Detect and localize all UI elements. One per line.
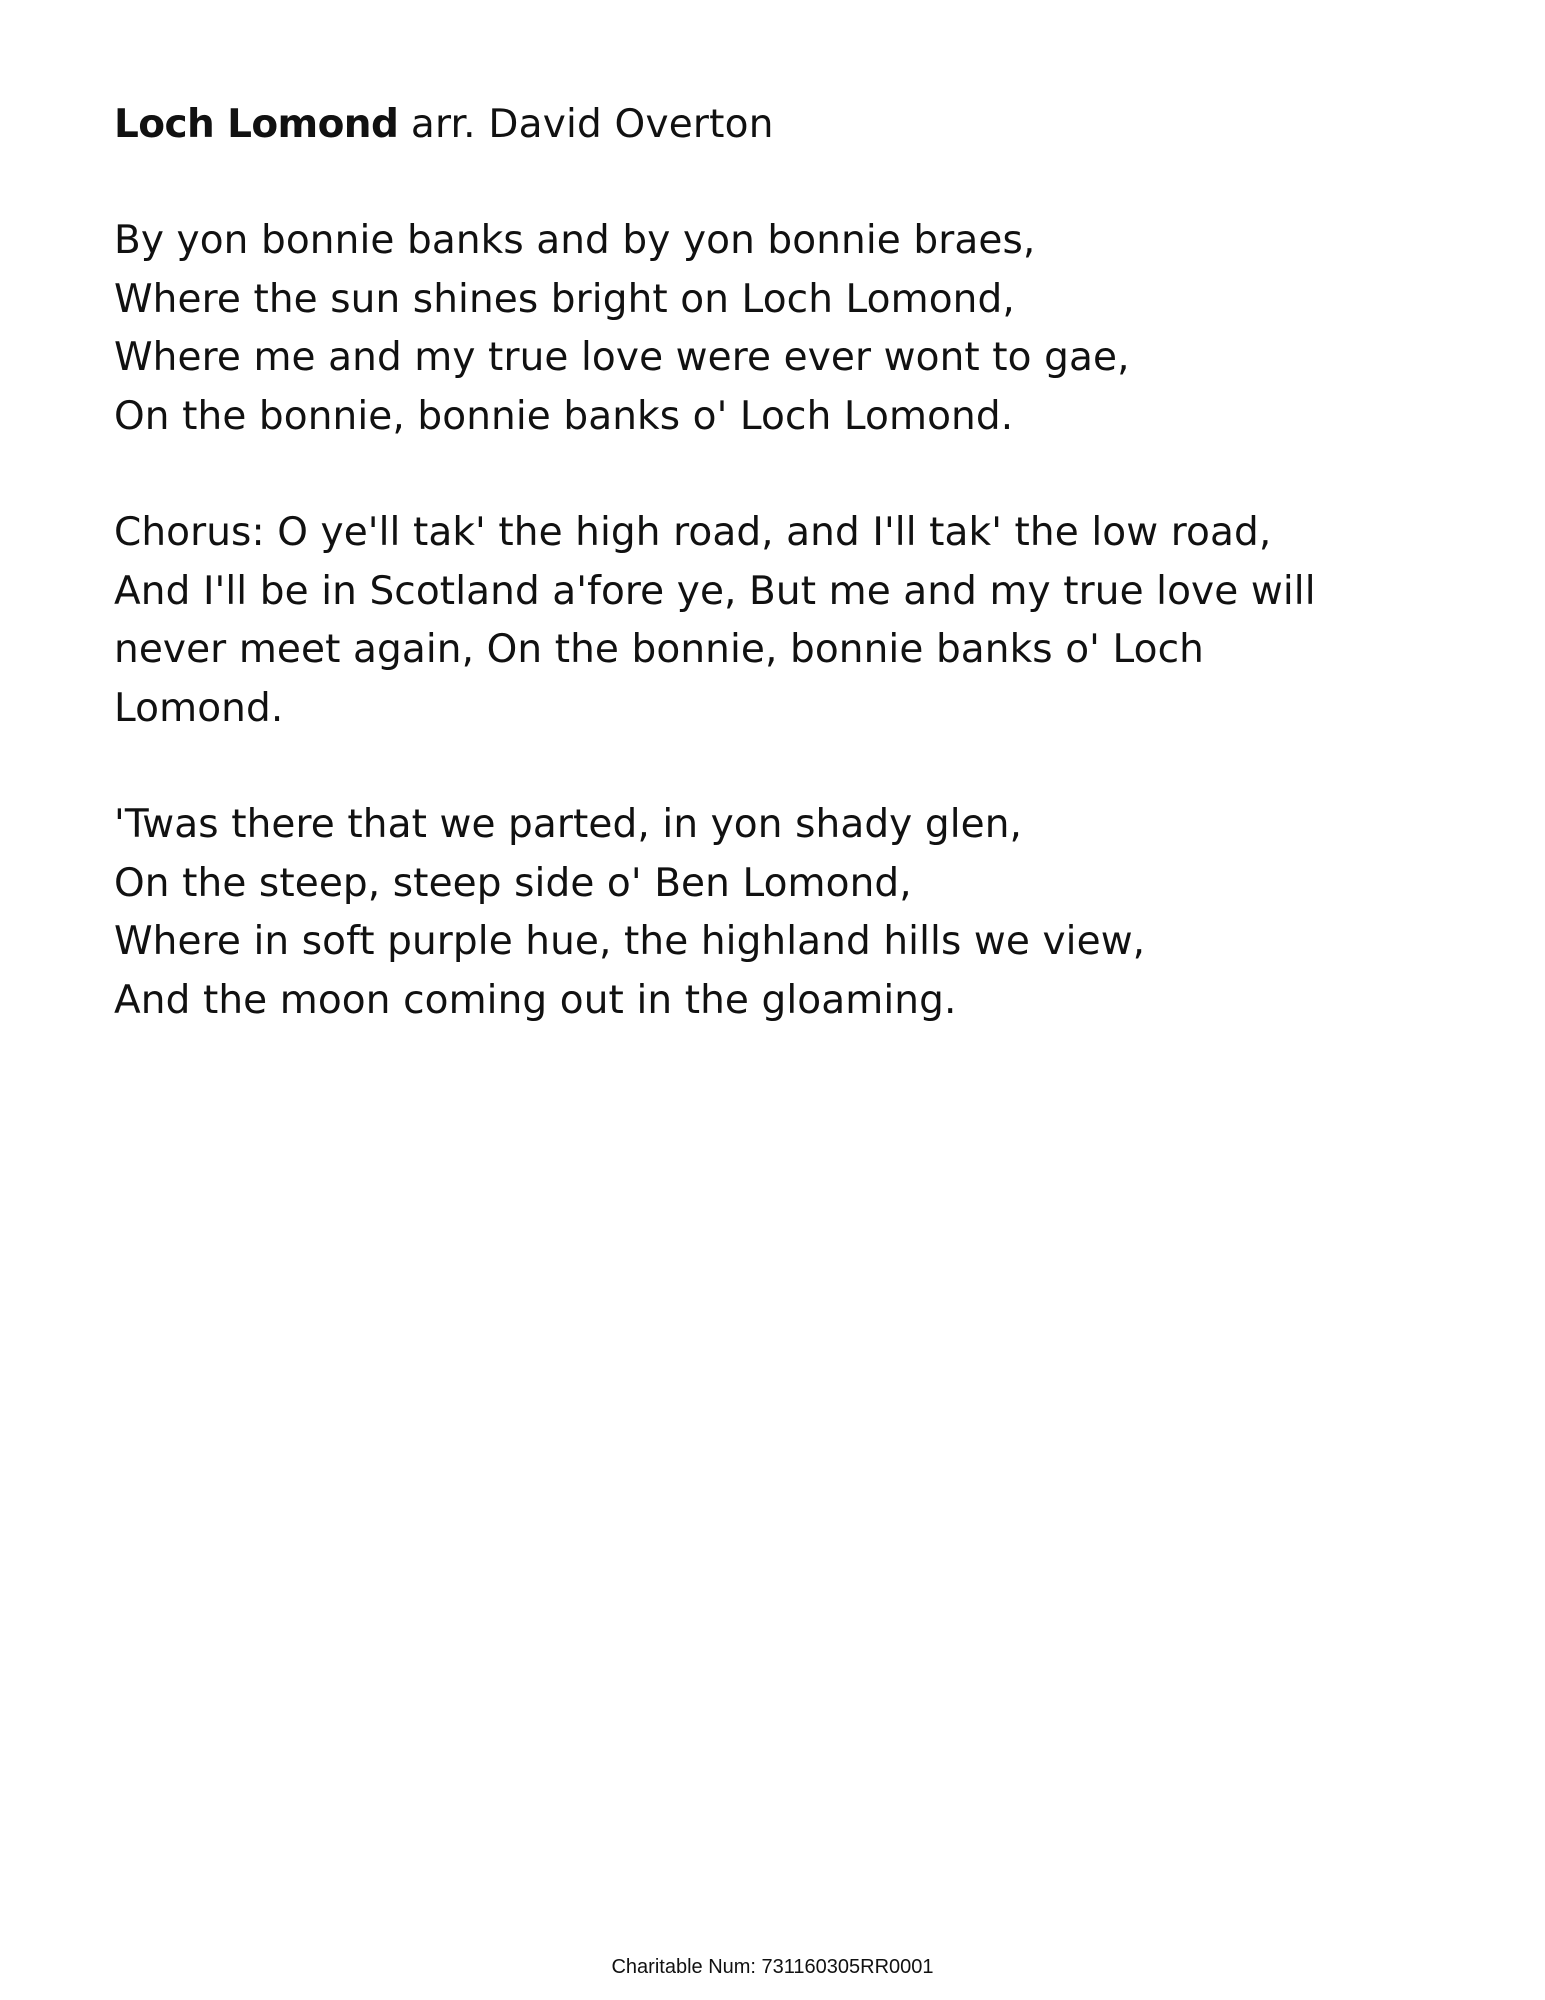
charitable-number-footer: Charitable Num: 731160305RR0001 — [611, 1956, 934, 1978]
verse-line: Where me and my true love were ever wont to gae, — [114, 335, 1130, 380]
verse-line: And the moon coming out in the gloaming. — [114, 977, 957, 1023]
verse-line: On the steep, steep side o' Ben Lomond, — [114, 860, 912, 906]
verse-1 — [114, 212, 1354, 446]
arranger-credit: arr. David Overton — [398, 102, 774, 147]
verse-line: 'Twas there that we parted, in yon shady glen, — [114, 802, 1023, 847]
verse-2 — [114, 796, 1354, 1030]
verse-line: On the bonnie, bonnie banks o' Loch Lomond. — [114, 393, 1014, 439]
document-title — [114, 96, 1354, 154]
song-title: Loch Lomond — [114, 102, 399, 147]
lyrics-document — [114, 96, 1354, 1088]
verse-line: By yon bonnie banks and by yon bonnie braes, — [114, 218, 1036, 263]
chorus-paragraph: Chorus: O ye'll tak' the high road, and I'll tak' the low road, And I'll be in Scotland a'fore ye, But me and my true love will never meet again, On the bonnie, bonnie banks o' Loch Lomond. — [114, 510, 1316, 731]
verse-line: Where in soft purple hue, the highland hills we view, — [114, 919, 1146, 964]
verse-line: Where the sun shines bright on Loch Lomond, — [114, 276, 1015, 322]
